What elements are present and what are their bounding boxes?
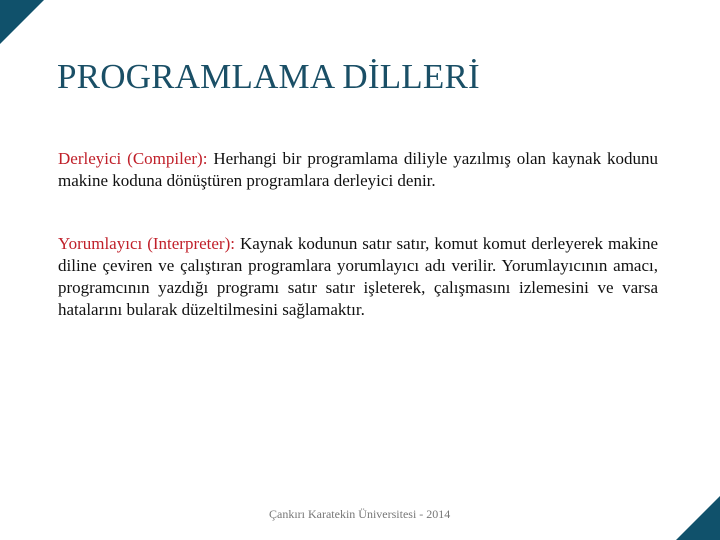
corner-triangle-bottom-right <box>676 496 720 540</box>
definition-compiler: Herhangi bir programlama diliyle yazılmış olan kaynak kodunu makine koduna dönüştüren programlara derleyici denir. <box>58 149 658 190</box>
slide-title: PROGRAMLAMA DİLLERİ <box>57 57 480 96</box>
definition-interpreter: Kaynak kodunun satır satır, komut komut derleyerek makine diline çeviren ve çalıştıran programlara yorumlayıcı adı verilir. Yorumlayıcının amacı, programcının yazdığı programı satır satır işleterek, çalışmasını izlemesini ve varsa hatalarını bularak düzeltilmesini sağlamaktır. <box>58 234 658 319</box>
corner-triangle-top-left <box>0 0 44 44</box>
term-compiler: Derleyici (Compiler): <box>58 149 208 168</box>
paragraph-compiler <box>58 148 658 192</box>
term-interpreter: Yorumlayıcı (Interpreter): <box>58 234 235 253</box>
paragraph-interpreter <box>58 233 658 321</box>
slide-footer: Çankırı Karatekin Üniversitesi - 2014 <box>269 507 451 521</box>
